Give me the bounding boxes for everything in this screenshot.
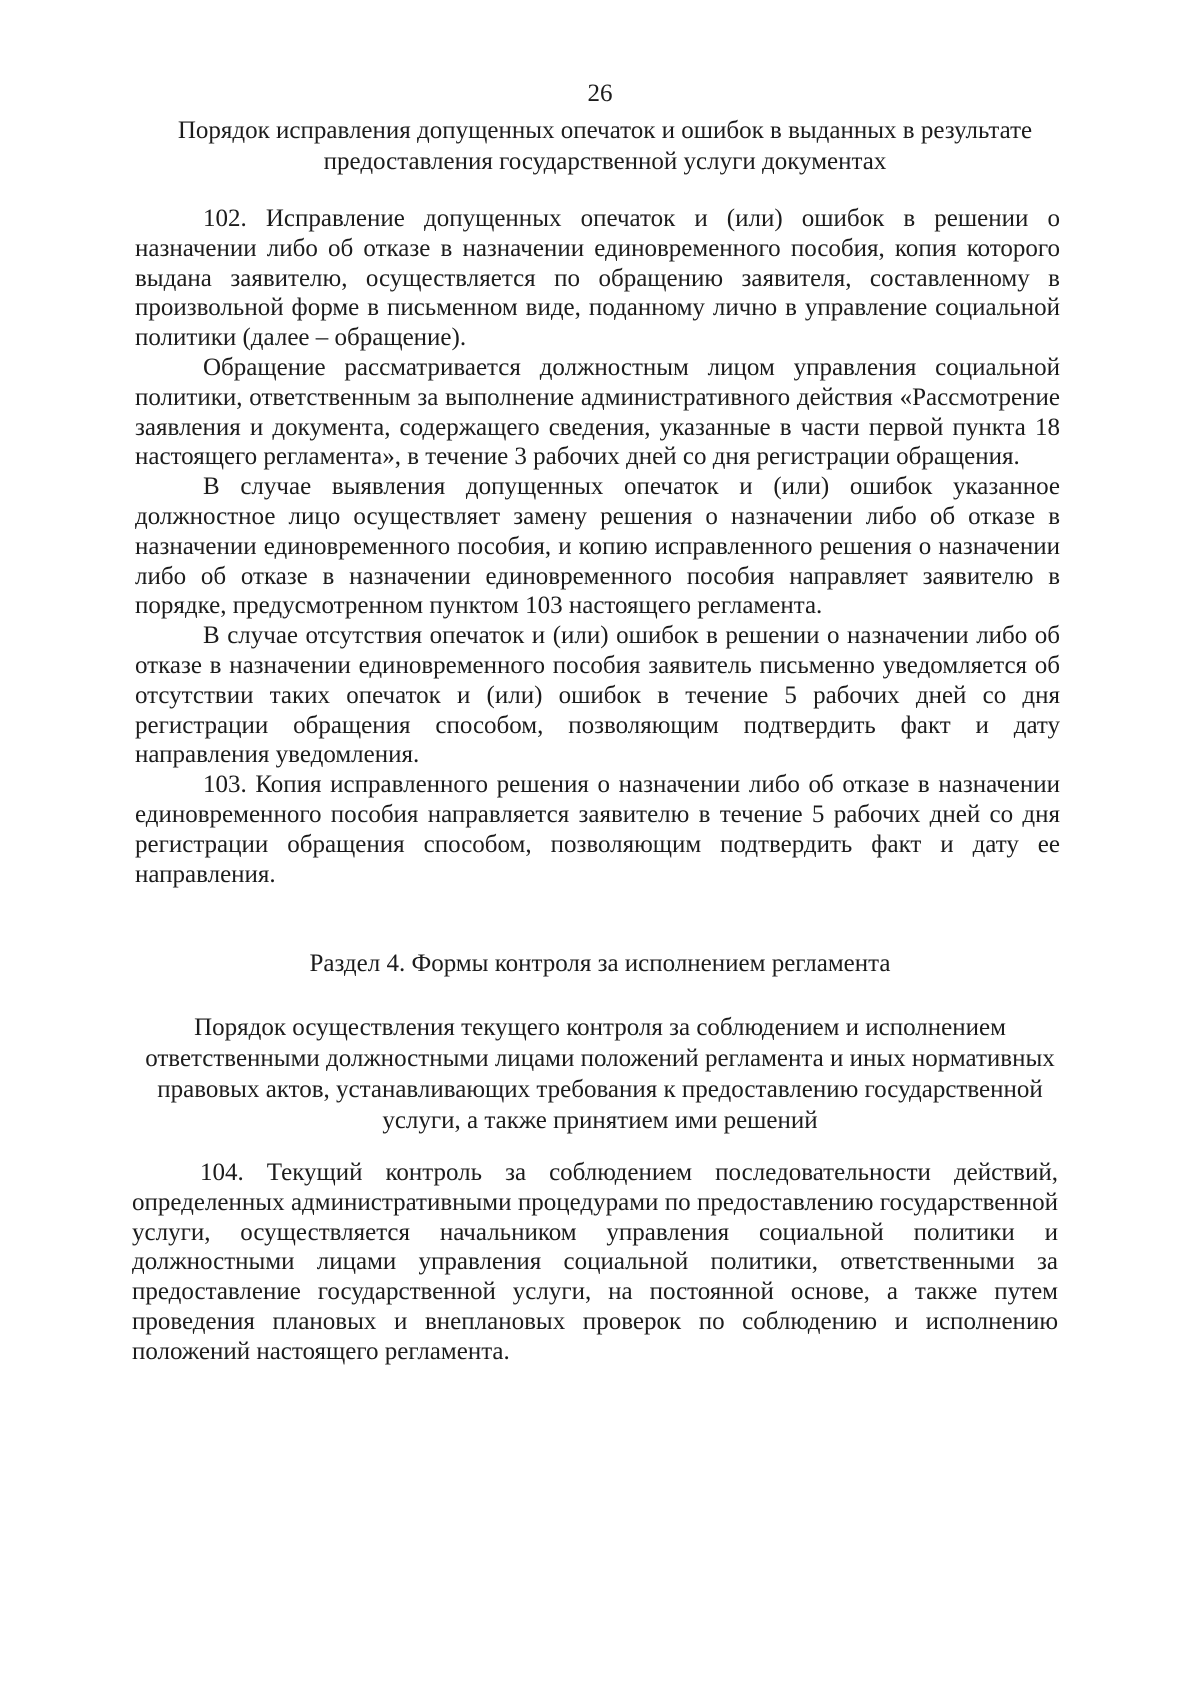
paragraph-102: 102. Исправление допущенных опечаток и (или) ошибок в решении о назначении либо об отказе в назначении единовременного пособия, копия которого выдана заявителю, осуществляется по обращению заявителя, составленному в произвольной форме в письменном виде, поданному лично в управление социальной политики (далее – обращение). [135, 205, 1060, 352]
paragraph-104: 104. Текущий контроль за соблюдением последовательности действий, определенных административными процедурами по предоставлению государственной услуги, осуществляется начальником управления социальной политики и должностными лицами управления социальной политики, ответственными за предоставление государственной услуги, на постоянной основе, а также путем проведения плановых и внеплановых проверок по соблюдению и исполнению положений настоящего регламента. [132, 1159, 1058, 1365]
page-number: 26 [587, 80, 613, 107]
corrections-body [135, 204, 1060, 889]
paragraph-no-errors: В случае отсутствия опечаток и (или) ошибок в решении о назначении либо об отказе в назначении единовременного пособия заявитель письменно уведомляется об отсутствии таких опечаток и (или) ошибок в течение 5 рабочих дней со дня регистрации обращения способом, позволяющим подтвердить факт и дату направления уведомления. [135, 622, 1060, 769]
paragraph-appeal-review: Обращение рассматривается должностным лицом управления социальной политики, ответственным за выполнение административного действия «Рассмотрение заявления и документа, содержащего сведения, указанные в части первой пункта 18 настоящего регламента», в течение 3 рабочих дней со дня регистрации обращения. [135, 353, 1060, 471]
section-title: Раздел 4. Формы контроля за исполнением регламента [309, 950, 891, 977]
section-heading-corrections: Порядок исправления допущенных опечаток и ошибок в выданных в результате предоставления государственной услуги документах [177, 117, 1033, 175]
section-heading-control: Порядок осуществления текущего контроля за соблюдением и исполнением ответственными должностными лицами положений регламента и иных нормативных правовых актов, устанавливающих требования к предоставлению государственной услуги, а также принятием ими решений [145, 1014, 1055, 1134]
paragraph-103: 103. Копия исправленного решения о назначении либо об отказе в назначении единовременного пособия направляется заявителю в течение 5 рабочих дней со дня регистрации обращения способом, позволяющим подтвердить факт и дату ее направления. [135, 771, 1060, 888]
control-body [132, 1158, 1058, 1367]
paragraph-errors-found: В случае выявления допущенных опечаток и (или) ошибок указанное должностное лицо осуществляет замену решения о назначении либо об отказе в назначении единовременного пособия, и копию исправленного решения о назначении либо об отказе в назначении единовременного пособия направляет заявителю в порядке, предусмотренном пунктом 103 настоящего регламента. [135, 473, 1060, 620]
